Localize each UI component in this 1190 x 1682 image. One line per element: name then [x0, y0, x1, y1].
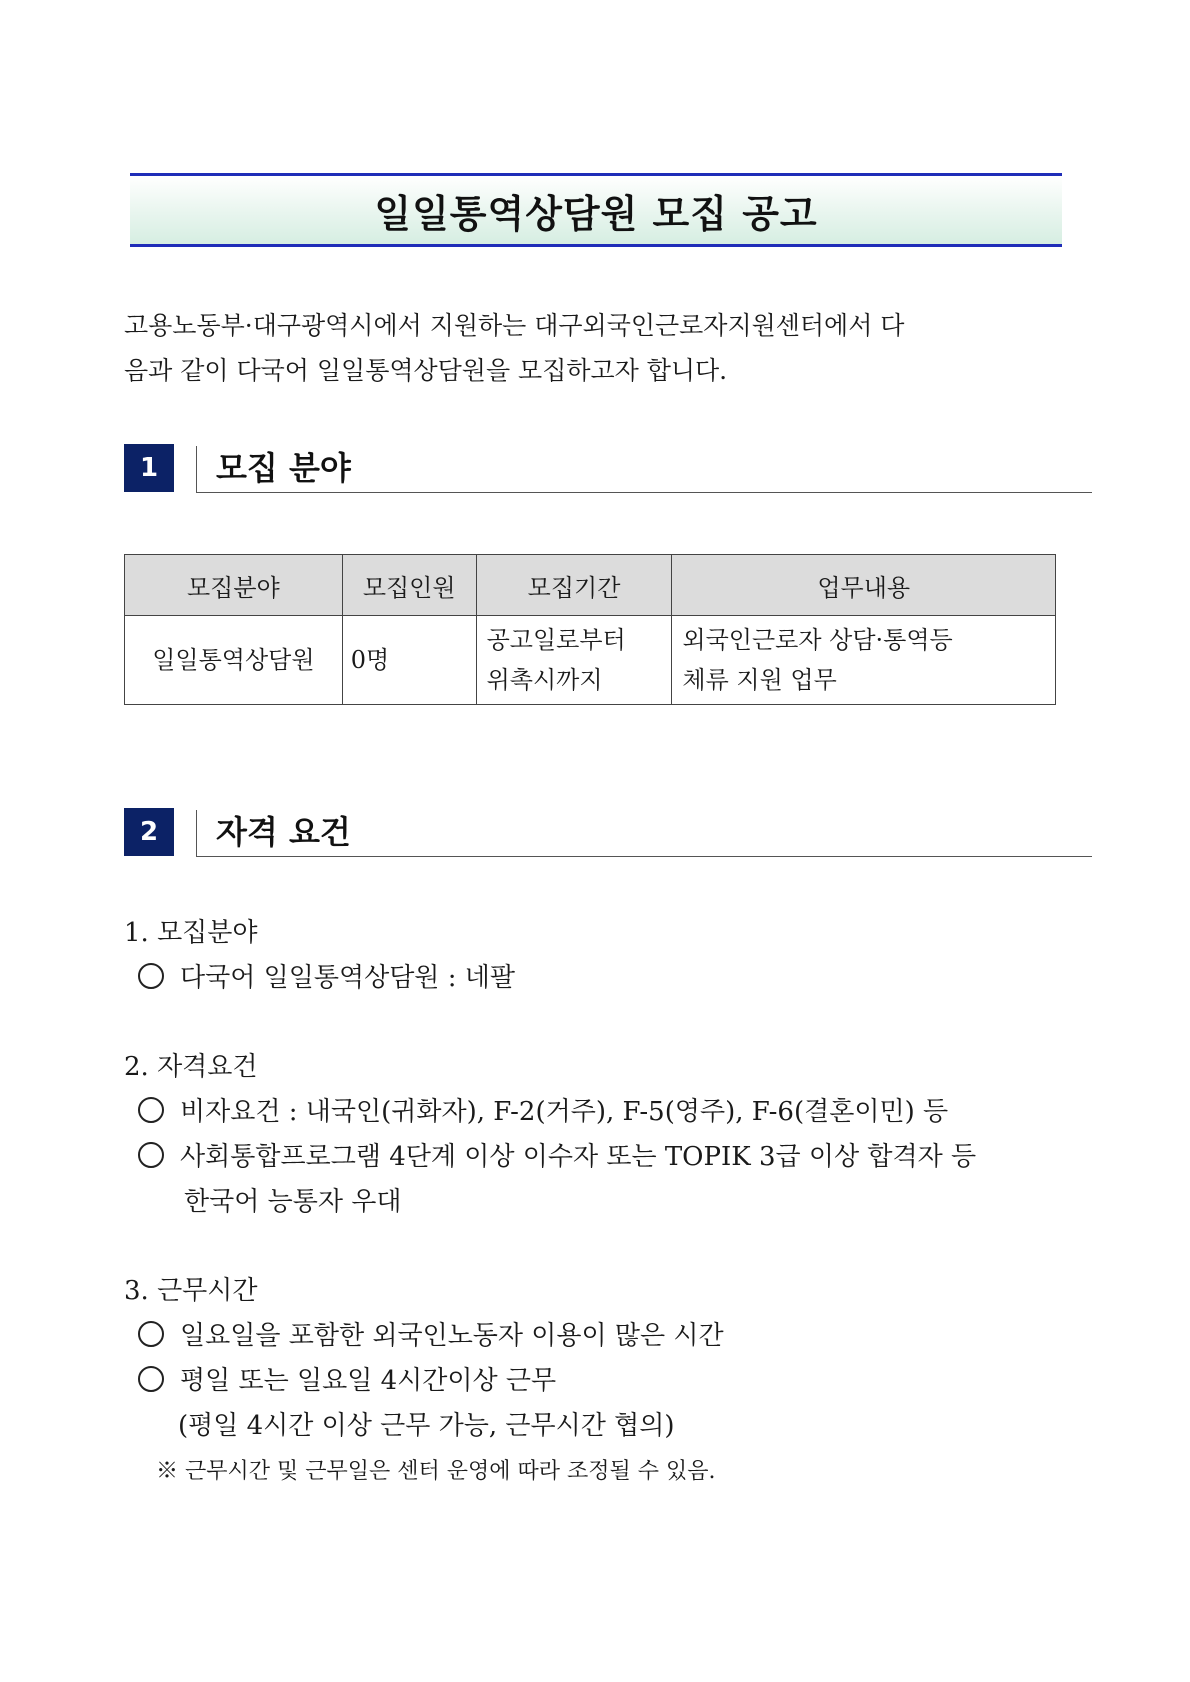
cell-count: 0명	[342, 616, 476, 705]
section-2-header	[124, 808, 1092, 858]
intro-line-2: 음과 같이 다국어 일일통역상담원을 모집하고자 합니다.	[124, 356, 728, 385]
note-text: ※ 근무시간 및 근무일은 센터 운영에 따라 조정될 수 있음.	[156, 1459, 716, 1484]
recruitment-table	[124, 554, 1056, 705]
qual-item-3-1-text: 일요일을 포함한 외국인노동자 이용이 많은 시간	[180, 1321, 724, 1351]
section-2-number: 2	[124, 808, 174, 856]
qual-item-2-1	[138, 1091, 948, 1128]
circle-bullet-icon	[138, 1321, 164, 1347]
section-1-divider	[196, 446, 197, 492]
intro-paragraph	[124, 303, 1074, 393]
table-header-row	[125, 555, 1056, 616]
section-2-underline	[196, 856, 1092, 857]
qual-heading-2: 2. 자격요건	[124, 1052, 258, 1082]
cell-field: 일일통역상담원	[125, 616, 343, 705]
header-duty: 업무내용	[672, 555, 1056, 616]
section-1-title: 모집 분야	[216, 449, 351, 487]
cell-period	[476, 616, 672, 705]
circle-bullet-icon	[138, 1366, 164, 1392]
section-1-underline	[196, 492, 1092, 493]
cell-period-line-2: 위촉시까지	[486, 666, 603, 694]
header-field: 모집분야	[125, 555, 343, 616]
circle-bullet-icon	[138, 1097, 164, 1123]
cell-duty	[672, 616, 1056, 705]
qual-heading-3: 3. 근무시간	[124, 1276, 258, 1306]
qual-item-1-1	[138, 957, 515, 994]
circle-bullet-icon	[138, 963, 164, 989]
cell-duty-line-1: 외국인근로자 상담·통역등	[682, 626, 953, 654]
qual-item-1-1-text: 다국어 일일통역상담원 : 네팔	[180, 963, 515, 993]
header-count: 모집인원	[342, 555, 476, 616]
qual-item-3-2-cont: (평일 4시간 이상 근무 가능, 근무시간 협의)	[178, 1411, 675, 1441]
qual-item-2-2	[138, 1136, 976, 1173]
section-2-title: 자격 요건	[216, 813, 351, 851]
circle-bullet-icon	[138, 1142, 164, 1168]
qual-item-3-1	[138, 1315, 724, 1352]
section-1-number: 1	[124, 444, 174, 492]
qual-heading-1: 1. 모집분야	[124, 918, 258, 948]
intro-line-1: 고용노동부·대구광역시에서 지원하는 대구외국인근로자지원센터에서 다	[124, 311, 905, 340]
qual-item-3-2	[138, 1360, 556, 1397]
qual-item-3-2-text: 평일 또는 일요일 4시간이상 근무	[180, 1366, 557, 1396]
section-1-header	[124, 444, 1092, 494]
qual-item-2-2-text: 사회통합프로그램 4단계 이상 이수자 또는 TOPIK 3급 이상 합격자 등	[180, 1142, 977, 1172]
cell-period-line-1: 공고일로부터	[486, 626, 626, 654]
table-row	[125, 616, 1056, 705]
cell-duty-line-2: 체류 지원 업무	[682, 666, 837, 694]
section-2-divider	[196, 810, 197, 856]
qual-item-2-1-text: 비자요건 : 내국인(귀화자), F-2(거주), F-5(영주), F-6(결혼이민) 등	[180, 1097, 949, 1127]
page-title: 일일통역상담원 모집 공고	[374, 191, 818, 236]
header-period: 모집기간	[476, 555, 672, 616]
title-banner	[130, 173, 1062, 247]
qual-item-2-2-cont: 한국어 능통자 우대	[184, 1187, 402, 1217]
